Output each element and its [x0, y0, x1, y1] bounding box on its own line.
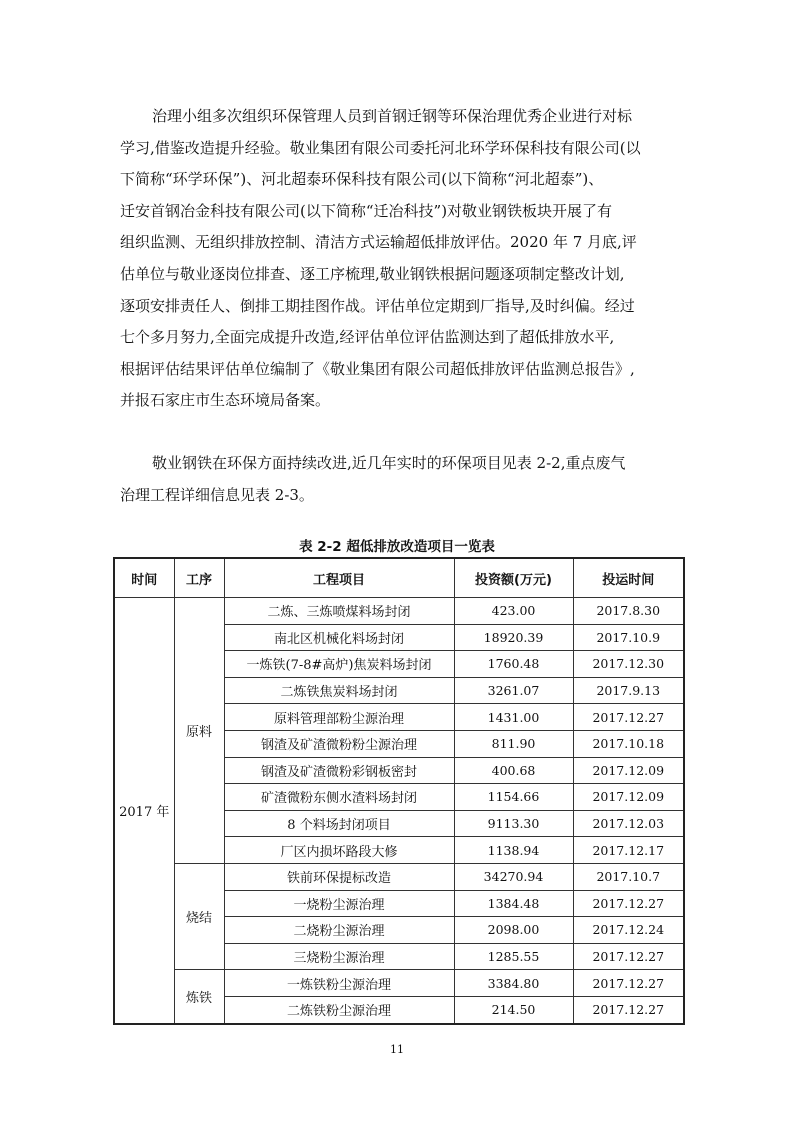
date-cell: 2017.12.03 — [573, 810, 684, 837]
amount-cell: 811.90 — [454, 730, 573, 757]
project-cell: 8 个料场封闭项目 — [224, 810, 454, 837]
date-cell: 2017.8.30 — [573, 598, 684, 625]
paragraph-line: 迁安首钢冶金科技有限公司(以下简称“迁冶科技”)对敬业钢铁板块开展了有 — [120, 201, 613, 220]
table-caption: 表 2-2 超低排放改造项目一览表 — [299, 539, 495, 555]
paragraph-line: 估单位与敬业逐岗位排查、逐工序梳理,敬业钢铁根据问题逐项制定整改计划, — [120, 264, 625, 283]
table-row — [114, 970, 684, 997]
project-cell: 钢渣及矿渣微粉彩钢板密封 — [224, 757, 454, 784]
date-cell: 2017.12.27 — [573, 943, 684, 970]
date-cell: 2017.12.24 — [573, 917, 684, 944]
paragraph-line: 并报石家庄市生态环境局备案。 — [120, 391, 331, 410]
header-commission-date: 投运时间 — [573, 558, 684, 598]
date-cell: 2017.9.13 — [573, 677, 684, 704]
paragraph-1 — [120, 101, 680, 417]
date-cell: 2017.12.09 — [573, 784, 684, 811]
project-cell: 一炼铁(7-8#高炉)焦炭料场封闭 — [224, 651, 454, 678]
amount-cell: 1384.48 — [454, 890, 573, 917]
amount-cell: 1760.48 — [454, 651, 573, 678]
process-cell: 炼铁 — [174, 970, 224, 1024]
date-cell: 2017.12.17 — [573, 837, 684, 864]
table-row — [114, 598, 684, 625]
year-cell: 2017 年 — [114, 598, 174, 1024]
date-cell: 2017.10.18 — [573, 730, 684, 757]
amount-cell: 3384.80 — [454, 970, 573, 997]
project-cell: 三烧粉尘源治理 — [224, 943, 454, 970]
amount-cell: 18920.39 — [454, 624, 573, 651]
amount-cell: 214.50 — [454, 996, 573, 1023]
paragraph-line: 学习,借鉴改造提升经验。敬业集团有限公司委托河北环学环保科技有限公司(以 — [120, 138, 641, 157]
project-cell: 二炼、三炼喷煤料场封闭 — [224, 598, 454, 625]
date-cell: 2017.12.27 — [573, 704, 684, 731]
amount-cell: 9113.30 — [454, 810, 573, 837]
date-cell: 2017.12.27 — [573, 970, 684, 997]
amount-cell: 1138.94 — [454, 837, 573, 864]
paragraph-2 — [120, 448, 680, 511]
paragraph-line: 逐项安排责任人、倒排工期挂图作战。评估单位定期到厂指导,及时纠偏。经过 — [120, 296, 635, 315]
project-cell: 二烧粉尘源治理 — [224, 917, 454, 944]
project-cell: 钢渣及矿渣微粉粉尘源治理 — [224, 730, 454, 757]
project-cell: 一烧粉尘源治理 — [224, 890, 454, 917]
amount-cell: 400.68 — [454, 757, 573, 784]
projects-table — [113, 557, 685, 1025]
amount-cell: 1154.66 — [454, 784, 573, 811]
paragraph-line: 治理工程详细信息见表 2-3。 — [120, 485, 314, 504]
date-cell: 2017.10.9 — [573, 624, 684, 651]
amount-cell: 3261.07 — [454, 677, 573, 704]
amount-cell: 34270.94 — [454, 863, 573, 890]
header-time: 时间 — [114, 558, 174, 598]
header-investment: 投资额(万元) — [454, 558, 573, 598]
process-cell: 原料 — [174, 598, 224, 864]
amount-cell: 423.00 — [454, 598, 573, 625]
amount-cell: 1285.55 — [454, 943, 573, 970]
project-cell: 厂区内损坏路段大修 — [224, 837, 454, 864]
amount-cell: 2098.00 — [454, 917, 573, 944]
project-cell: 二炼铁焦炭料场封闭 — [224, 677, 454, 704]
table-row — [114, 863, 684, 890]
paragraph-line: 根据评估结果评估单位编制了《敬业集团有限公司超低排放评估监测总报告》, — [120, 359, 635, 378]
project-cell: 二炼铁粉尘源治理 — [224, 996, 454, 1023]
date-cell: 2017.12.27 — [573, 890, 684, 917]
date-cell: 2017.10.7 — [573, 863, 684, 890]
paragraph-line: 七个多月努力,全面完成提升改造,经评估单位评估监测达到了超低排放水平, — [120, 328, 615, 347]
paragraph-line: 下简称“环学环保”)、河北超泰环保科技有限公司(以下简称“河北超泰”)、 — [120, 170, 604, 189]
paragraph-line: 敬业钢铁在环保方面持续改进,近几年实时的环保项目见表 2-2,重点废气 — [152, 454, 626, 472]
date-cell: 2017.12.30 — [573, 651, 684, 678]
header-process: 工序 — [174, 558, 224, 598]
process-cell: 烧结 — [174, 863, 224, 969]
paragraph-line: 组织监测、无组织排放控制、清洁方式运输超低排放评估。2020 年 7 月底,评 — [120, 233, 637, 252]
page-number: 11 — [390, 1043, 404, 1056]
project-cell: 南北区机械化料场封闭 — [224, 624, 454, 651]
project-cell: 铁前环保提标改造 — [224, 863, 454, 890]
date-cell: 2017.12.27 — [573, 996, 684, 1023]
project-cell: 一炼铁粉尘源治理 — [224, 970, 454, 997]
project-cell: 原料管理部粉尘源治理 — [224, 704, 454, 731]
header-project: 工程项目 — [224, 558, 454, 598]
date-cell: 2017.12.09 — [573, 757, 684, 784]
project-cell: 矿渣微粉东侧水渣料场封闭 — [224, 784, 454, 811]
amount-cell: 1431.00 — [454, 704, 573, 731]
paragraph-line: 治理小组多次组织环保管理人员到首钢迁钢等环保治理优秀企业进行对标 — [152, 107, 633, 125]
table-header-row — [114, 558, 684, 598]
